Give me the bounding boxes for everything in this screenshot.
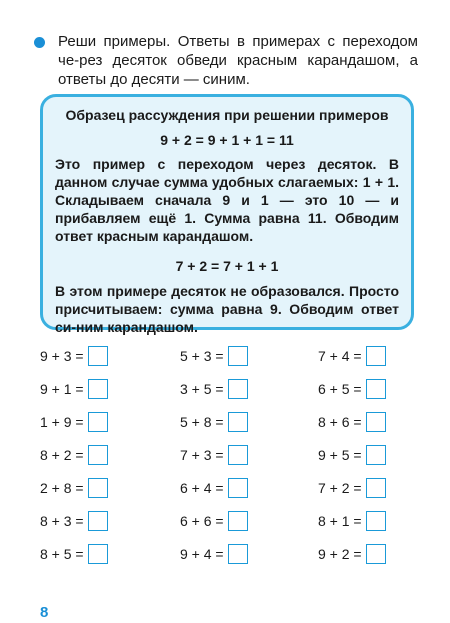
- task-instruction: [38, 32, 418, 89]
- answer-box[interactable]: [228, 445, 248, 465]
- exercise-item: [180, 509, 248, 533]
- sample-reasoning-box: [40, 94, 414, 335]
- answer-box[interactable]: [228, 346, 248, 366]
- exercise-expression: 2 + 8 =: [40, 480, 84, 496]
- answer-box[interactable]: [228, 511, 248, 531]
- exercise-item: [40, 377, 108, 401]
- exercise-expression: 8 + 2 =: [40, 447, 84, 463]
- bullet-icon: [34, 37, 45, 48]
- sample-formula-1: 9 + 2 = 9 + 1 + 1 = 11: [160, 132, 294, 148]
- exercise-expression: 1 + 9 =: [40, 414, 84, 430]
- exercise-expression: 7 + 3 =: [180, 447, 224, 463]
- exercise-item: [318, 443, 386, 467]
- sample-title: Образец рассуждения при решении примеров: [65, 107, 389, 123]
- answer-box[interactable]: [366, 478, 386, 498]
- exercise-expression: 6 + 6 =: [180, 513, 224, 529]
- exercise-row: [40, 377, 400, 410]
- answer-box[interactable]: [366, 544, 386, 564]
- answer-box[interactable]: [366, 445, 386, 465]
- exercise-expression: 7 + 4 =: [318, 348, 362, 364]
- exercise-item: [40, 410, 108, 434]
- exercise-expression: 8 + 1 =: [318, 513, 362, 529]
- exercise-item: [40, 542, 108, 566]
- exercise-item: [180, 443, 248, 467]
- exercise-item: [180, 476, 248, 500]
- exercise-expression: 5 + 3 =: [180, 348, 224, 364]
- exercise-expression: 3 + 5 =: [180, 381, 224, 397]
- answer-box[interactable]: [88, 445, 108, 465]
- exercise-item: [180, 377, 248, 401]
- exercise-expression: 9 + 3 =: [40, 348, 84, 364]
- exercise-item: [318, 377, 386, 401]
- exercise-grid: [40, 344, 400, 575]
- exercise-item: [40, 443, 108, 467]
- exercise-item: [180, 542, 248, 566]
- answer-box[interactable]: [366, 346, 386, 366]
- exercise-item: [40, 476, 108, 500]
- answer-box[interactable]: [228, 544, 248, 564]
- exercise-item: [318, 344, 386, 368]
- answer-box[interactable]: [88, 544, 108, 564]
- exercise-expression: 5 + 8 =: [180, 414, 224, 430]
- answer-box[interactable]: [366, 379, 386, 399]
- exercise-item: [40, 509, 108, 533]
- answer-box[interactable]: [228, 379, 248, 399]
- exercise-expression: 6 + 4 =: [180, 480, 224, 496]
- answer-box[interactable]: [88, 346, 108, 366]
- answer-box[interactable]: [88, 379, 108, 399]
- exercise-item: [40, 344, 108, 368]
- exercise-item: [318, 410, 386, 434]
- answer-box[interactable]: [88, 412, 108, 432]
- sample-formula-2: 7 + 2 = 7 + 1 + 1: [175, 258, 279, 274]
- answer-box[interactable]: [88, 478, 108, 498]
- exercise-item: [318, 509, 386, 533]
- page-number: 8: [40, 604, 49, 621]
- exercise-expression: 9 + 5 =: [318, 447, 362, 463]
- exercise-row: [40, 443, 400, 476]
- exercise-expression: 9 + 1 =: [40, 381, 84, 397]
- exercise-row: [40, 476, 400, 509]
- task-text: Реши примеры. Ответы в примерах с переходом че-рез десяток обведи красным карандашом, а ответы до десяти — синим.: [58, 33, 418, 88]
- exercise-item: [318, 542, 386, 566]
- exercise-expression: 6 + 5 =: [318, 381, 362, 397]
- answer-box[interactable]: [228, 412, 248, 432]
- exercise-item: [318, 476, 386, 500]
- answer-box[interactable]: [366, 511, 386, 531]
- exercise-expression: 9 + 2 =: [318, 546, 362, 562]
- exercise-item: [180, 410, 248, 434]
- exercise-expression: 8 + 6 =: [318, 414, 362, 430]
- exercise-expression: 8 + 5 =: [40, 546, 84, 562]
- exercise-expression: 7 + 2 =: [318, 480, 362, 496]
- exercise-row: [40, 509, 400, 542]
- sample-paragraph-2: В этом примере десяток не образовался. Просто присчитываем: сумма равна 9. Обводим ответ си-ним карандашом.: [55, 283, 399, 335]
- exercise-expression: 9 + 4 =: [180, 546, 224, 562]
- exercise-expression: 8 + 3 =: [40, 513, 84, 529]
- exercise-row: [40, 344, 400, 377]
- exercise-row: [40, 542, 400, 575]
- answer-box[interactable]: [88, 511, 108, 531]
- answer-box[interactable]: [228, 478, 248, 498]
- exercise-item: [180, 344, 248, 368]
- answer-box[interactable]: [366, 412, 386, 432]
- exercise-row: [40, 410, 400, 443]
- sample-paragraph-1: Это пример с переходом через десяток. В данном случае сумма удобных слагаемых: 1 + 1. Складываем сначала 9 и 1 — это 10 — и прибавляем ещё 1. Сумма равна 11. Обводим ответ красным карандашом.: [55, 156, 399, 244]
